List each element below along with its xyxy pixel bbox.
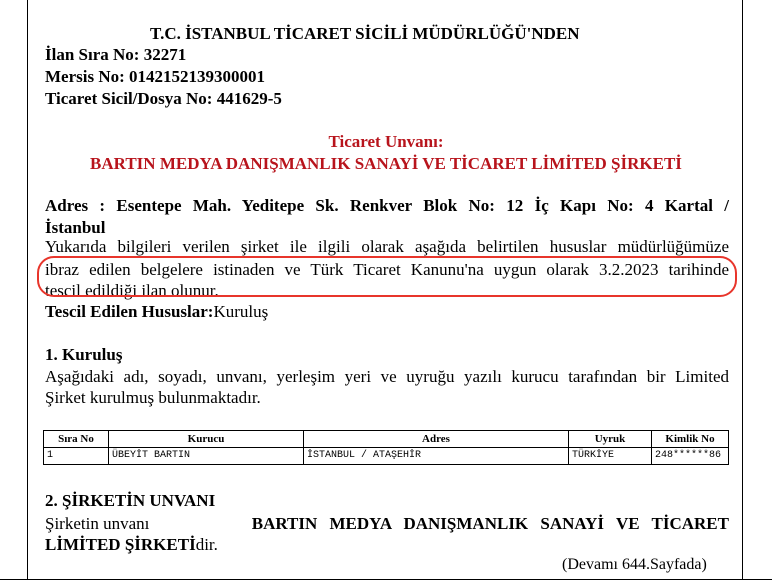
section-2-company-name-part-1: BARTIN MEDYA DANIŞMANLIK SANAYİ VE TİCARET: [251, 514, 729, 533]
continued-note: (Devamı 644.Sayfada): [562, 556, 707, 573]
registered-label: Tescil Edilen Hususlar:: [45, 302, 214, 321]
registered-matters: [45, 302, 268, 322]
office-title: T.C. İSTANBUL TİCARET SİCİLİ MÜDÜRLÜĞÜ'NDEN: [150, 24, 580, 43]
address-line-1: Adres : Esentepe Mah. Yeditepe Sk. Renkver Blok No: 12 İç Kapı No: 4 Kartal /: [45, 196, 729, 215]
sicil-no: Ticaret Sicil/Dosya No: 441629-5: [45, 89, 282, 108]
section-2-company-name-part-2: LİMİTED ŞİRKETİ: [45, 535, 196, 554]
section-2-heading: 2. ŞİRKETİN UNVANI: [45, 491, 216, 510]
table-header-row: [44, 431, 729, 448]
col-header-sira: Sıra No: [44, 431, 109, 448]
company-name: BARTIN MEDYA DANIŞMANLIK SANAYİ VE TİCARET LİMİTED ŞİRKETİ: [90, 154, 682, 173]
section-2-line-1: [45, 514, 729, 534]
unvan-label: Ticaret Unvanı:: [328, 132, 444, 151]
section-2-prefix: Şirketin unvanı: [45, 514, 150, 533]
page-border-right: [742, 0, 743, 580]
highlight-annotation: [37, 256, 737, 297]
col-header-kurucu: Kurucu: [109, 431, 304, 448]
page-border-left: [27, 0, 28, 580]
notice-line-2: ibraz edilen belgelere istinaden ve Türk Ticaret Kanunu'na uygun olarak 3.2.2023 tarihinde: [45, 260, 729, 279]
ilan-sira-no: İlan Sıra No: 32271: [45, 45, 187, 64]
notice-line-3: tescil edildiği ilan olunur.: [45, 281, 219, 300]
col-header-adres: Adres: [304, 431, 569, 448]
cell-kimlik: 248******86: [652, 448, 729, 465]
cell-adres: İSTANBUL / ATAŞEHİR: [304, 448, 569, 465]
registered-value: Kuruluş: [213, 302, 269, 321]
section-1-line-2: Şirket kurulmuş bulunmaktadır.: [45, 388, 261, 407]
page-border-bottom: [0, 579, 772, 580]
section-1-line-1: Aşağıdaki adı, soyadı, unvanı, yerleşim yeri ve uyruğu yazılı kurucu tarafından bir Limited: [45, 367, 729, 386]
section-1-heading: 1. Kuruluş: [45, 345, 123, 364]
cell-kurucu: ÜBEYİT BARTIN: [109, 448, 304, 465]
cell-sira: 1: [44, 448, 109, 465]
section-2-line-2: [45, 535, 218, 555]
col-header-kimlik: Kimlik No: [652, 431, 729, 448]
notice-line-1: Yukarıda bilgileri verilen şirket ile ilgili olarak aşağıda belirtilen hususlar müdürlüğümüze: [45, 237, 729, 256]
mersis-no: Mersis No: 0142152139300001: [45, 67, 266, 86]
section-2-suffix: dir.: [195, 535, 218, 554]
cell-uyruk: TÜRKİYE: [569, 448, 652, 465]
address-line-2: İstanbul: [45, 218, 106, 237]
col-header-uyruk: Uyruk: [569, 431, 652, 448]
table-row: [44, 448, 729, 465]
founders-table: [43, 430, 729, 465]
